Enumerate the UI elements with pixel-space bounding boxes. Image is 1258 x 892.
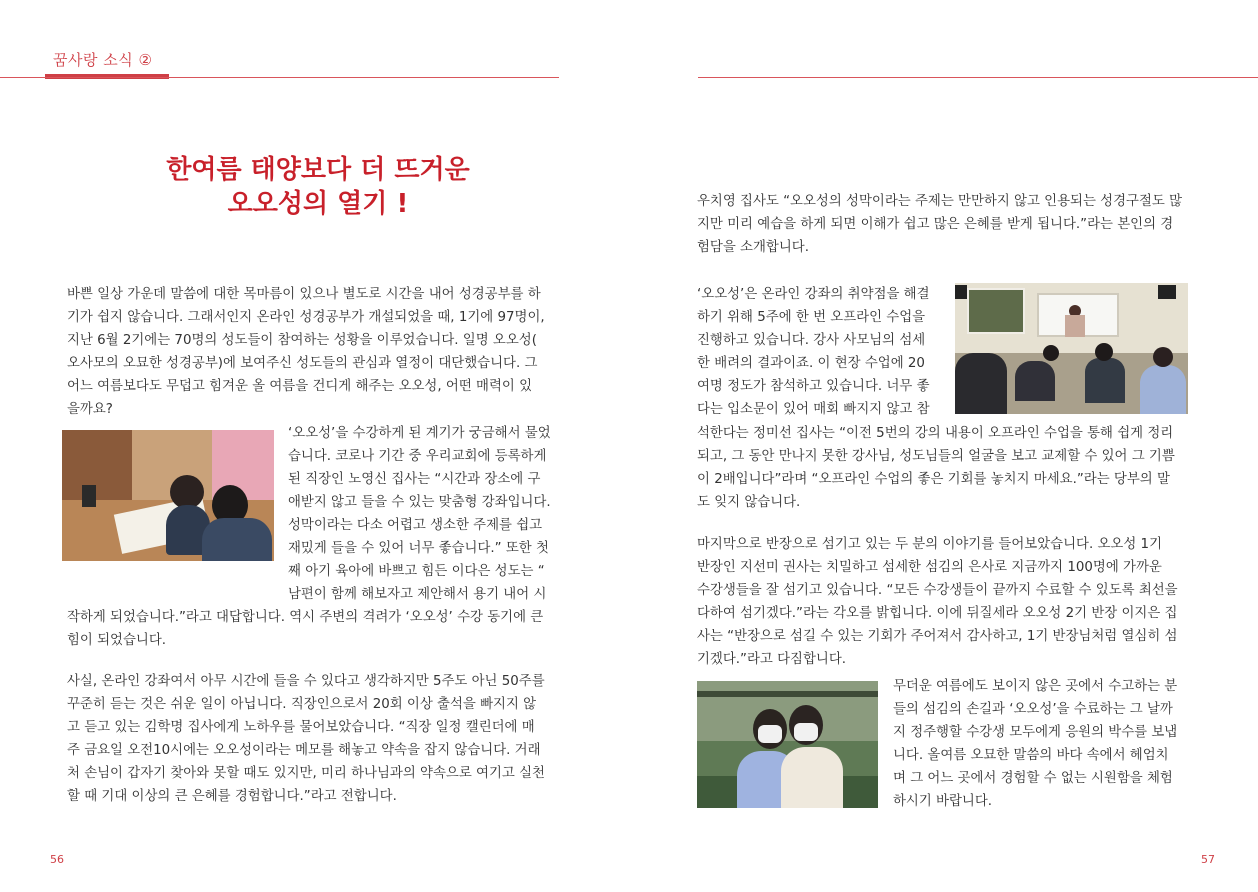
text-line: 수강생들을 잘 섬기고 있습니다. “모든 수강생들이 끝까지 수료할 수 있도록 최선을 — [697, 583, 1178, 598]
header-rule-left — [0, 77, 559, 78]
classroom-photo — [955, 283, 1188, 414]
text-line: 작하게 되었습니다.”라고 대답합니다. 역시 주변의 격려가 ‘오오성’ 수강 동기에 큰 — [67, 610, 544, 625]
text-line: 사는 “반장으로 섬길 수 있는 기회가 주어져서 감사하고, 1기 반장님처럼 열심히 섬 — [697, 629, 1178, 644]
text-line: 기가 쉽지 않습니다. 그래서인지 온라인 성경공부가 개설되었을 때, 1기에 97명이, — [67, 310, 545, 325]
text-line: 여명 정도가 참석하고 있습니다. 너무 좋 — [697, 379, 930, 394]
text-line: 지난 6월 2기에는 70명의 성도들이 참여하는 성황을 이루었습니다. 일명 오오성( — [67, 333, 537, 348]
text-line: 도 잊지 않습니다. — [697, 495, 801, 510]
text-line: 지만 미리 예습을 하게 되면 이해가 쉽고 많은 은혜를 받게 됩니다.”라는 본인의 경 — [697, 217, 1174, 232]
text-line: 고 듣고 있는 김학명 집사에게 노하우를 물어보았습니다. “직장 일정 캘린더에 매 — [67, 720, 535, 735]
text-line: 사실, 온라인 강좌여서 아무 시간에 들을 수 있다고 생각하지만 5주도 아닌 50주를 — [67, 674, 545, 689]
text-line: 된 직장인 노영신 집사는 “시간과 장소에 구 — [288, 472, 541, 487]
text-line: 습니다. 코로나 기간 중 우리교회에 등록하게 — [288, 449, 547, 464]
text-line: 을까요? — [67, 402, 113, 417]
offline-class-paragraph-continued — [697, 422, 1191, 514]
text-line: 마지막으로 반장으로 섬기고 있는 두 분의 이야기를 들어보았습니다. 오오성 1기 — [697, 537, 1163, 552]
text-line: 할 때 기대 이상의 큰 은혜를 경험합니다.”라고 전합니다. — [67, 789, 397, 804]
text-line: 무더운 여름에도 보이지 않은 곳에서 수고하는 분 — [893, 679, 1178, 694]
motivation-paragraph-continued — [67, 606, 559, 652]
text-line: 며 그 어느 곳에서 경험할 수 없는 시원함을 체험 — [893, 771, 1173, 786]
text-line: 오사모의 오묘한 성경공부)에 보여주신 성도들의 관심과 열정이 대단했습니다. 그 — [67, 356, 538, 371]
text-line: 니다. 올여름 오묘한 말씀의 바다 속에서 헤엄치 — [893, 748, 1169, 763]
text-line: 들의 섬김의 손길과 ‘오오성’을 수료하는 그 날까 — [893, 702, 1173, 717]
text-line: 우치영 집사도 “오오성의 성막이라는 주제는 만만하지 않고 인용되는 성경구절도 많 — [697, 194, 1183, 209]
text-line: 바쁜 일상 가운데 말씀에 대한 목마름이 있으나 별도로 시간을 내어 성경공부를 하 — [67, 287, 541, 302]
text-line: 이 2배입니다”라며 “오프라인 수업의 좋은 기회를 놓치지 마세요.”라는 당부의 말 — [697, 472, 1170, 487]
page-number-left: 56 — [50, 853, 64, 866]
text-line: 석한다는 정미선 집사는 “이전 5번의 강의 내용이 오프라인 수업을 통해 쉽게 정리 — [697, 426, 1174, 441]
text-line: 한 배려의 결과이죠. 이 현장 수업에 20 — [697, 356, 925, 371]
closing-paragraph — [893, 675, 1191, 813]
text-line: ‘오오성’은 온라인 강좌의 취약점을 해결 — [697, 287, 930, 302]
study-photo — [62, 430, 274, 561]
intro-paragraph — [67, 283, 559, 421]
knowhow-paragraph — [67, 670, 559, 808]
text-line: 재밌게 들을 수 있어 너무 좋습니다.” 또한 첫 — [288, 541, 549, 556]
text-line: 되고, 그 동안 만나지 못한 강사님, 성도님들의 얼굴을 보고 교제할 수 있어 그 기쁨 — [697, 449, 1175, 464]
text-line: 처 손님이 갑자기 찾아와 못할 때도 있지만, 미리 하나님과의 약속으로 여기고 실천 — [67, 766, 545, 781]
text-line: 하기 위해 5주에 한 번 오프라인 수업을 — [697, 310, 926, 325]
page-number-right: 57 — [1201, 853, 1215, 866]
text-line: 애받지 않고 들을 수 있는 맞춤형 강좌입니다. — [288, 495, 551, 510]
text-line: 다하여 섬기겠다.”라는 각오를 밝힙니다. 이에 뒤질세라 오오성 2기 반장 이지은 집 — [697, 606, 1178, 621]
text-line: 남편이 함께 해보자고 제안해서 용기 내어 시 — [288, 587, 547, 602]
section-label: 꿈사랑 소식 ② — [53, 51, 153, 69]
class-leaders-photo — [697, 681, 878, 808]
text-line: 기겠다.”라고 다짐합니다. — [697, 652, 847, 667]
offline-class-paragraph — [697, 283, 942, 421]
testimony-paragraph — [697, 190, 1191, 259]
text-line: 꾸준히 듣는 것은 쉬운 일이 아닙니다. 직장인으로서 20회 이상 출석을 빠지지 않 — [67, 697, 537, 712]
text-line: 하시기 바랍니다. — [893, 794, 993, 809]
header-rule-right — [698, 77, 1258, 78]
text-line: 어느 여름보다도 무덥고 힘겨운 올 여름을 건디게 해주는 오오성, 어떤 매력이 있 — [67, 379, 533, 394]
text-line: 다는 입소문이 있어 매회 빠지지 않고 참 — [697, 402, 930, 417]
text-line: 험담을 소개합니다. — [697, 240, 809, 255]
text-line: 성막이라는 다소 어렵고 생소한 주제를 쉽고 — [288, 518, 543, 533]
text-line: 지 정주행할 수강생 모두에게 응원의 박수를 보냅 — [893, 725, 1178, 740]
class-leader-paragraph — [697, 533, 1191, 671]
motivation-paragraph — [288, 422, 559, 606]
text-line: ‘오오성’을 수강하게 된 계기가 궁금해서 물었 — [288, 426, 551, 441]
article-title-line2: 오오성의 열기 ! — [227, 189, 409, 219]
text-line: 째 아기 육아에 바쁘고 힘든 이다은 성도는 “ — [288, 564, 545, 579]
article-title-line1: 한여름 태양보다 더 뜨거운 — [166, 155, 470, 185]
text-line: 힘이 되었습니다. — [67, 633, 167, 648]
text-line: 반장인 지선미 권사는 치밀하고 섬세한 섬김의 은사로 지금까지 100명에 가까운 — [697, 560, 1162, 575]
text-line: 진행하고 있습니다. 강사 사모님의 섬세 — [697, 333, 926, 348]
text-line: 주 금요일 오전10시에는 오오성이라는 메모를 해놓고 약속을 잡지 않습니다. 거래 — [67, 743, 541, 758]
